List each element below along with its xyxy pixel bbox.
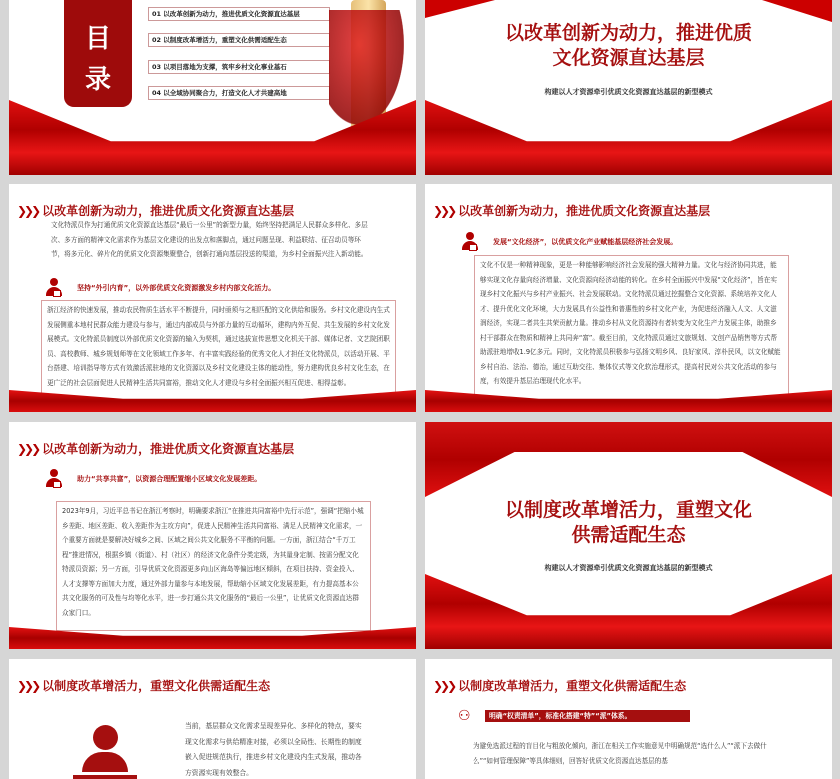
slide-thumbnail-7[interactable]	[9, 659, 416, 779]
section-subtitle: 构建以人才资源牵引优质文化资源直达基层的新型模式	[544, 88, 713, 96]
sub-heading-text: 发展“文化经济”，以优质文化产业赋能基层经济社会发展。	[493, 238, 678, 246]
toc-title-char: 录	[84, 65, 111, 95]
chevrons-icon: ❯❯❯	[17, 441, 39, 456]
slide-heading	[17, 440, 294, 457]
content-box: 2023年9月，习近平总书记在浙江考察时，明确要求浙江“在推进共同富裕中先行示范”，强调“把缩小城乡差距、地区差距、收入差距作为主攻方向”，促进人民精神生活共同富裕、满足人民精神文化需求，一个重要方面就是要解决好城乡之间、区域之间公共文化服务不平衡的问题。一方面，浙江结合“千万工程”推进情况，根据乡镇（街道）、村（社区）的经济文化条件分类定级，为其量身定制、按需分配文化特派员资源；另一方面，引导优质文化资源更多向山区海岛等偏远地区倾斜，在项目扶持、资金投入、人才支撑等方面加大力度，通过外部力量参与本地发展，帮助缩小区域文化发展差距，有力提高基本公共文化服务的可及性与均等化水平，进一步打通公共文化服务的“最后一公里”，让优质文化资源直达群众家门口。	[56, 501, 371, 631]
red-wave-decoration	[425, 100, 832, 175]
chevrons-icon: ❯❯❯	[17, 203, 39, 218]
teacher-icon	[43, 278, 63, 298]
slide-heading	[433, 202, 710, 219]
toc-item[interactable]: 02 以制度改革增活力，重塑文化供需适配生态	[148, 33, 330, 47]
toc-item[interactable]: 03 以项目落地为支撑，筑牢乡村文化事业基石	[148, 60, 330, 74]
section-subtitle: 构建以人才资源牵引优质文化资源直达基层的新型模式	[544, 564, 713, 572]
slide-thumbnail-5[interactable]	[9, 422, 416, 649]
red-wave-decoration	[425, 0, 495, 18]
section-title: 供需适配生态	[571, 524, 686, 546]
slide-heading	[17, 202, 294, 219]
chevrons-icon: ❯❯❯	[433, 203, 455, 218]
sub-heading	[459, 232, 677, 252]
slide-heading-text: 以改革创新为动力，推进优质文化资源直达基层	[42, 204, 295, 218]
slide-thumbnail-8[interactable]	[425, 659, 832, 779]
slide-heading-text: 以制度改革增活力，重塑文化供需适配生态	[42, 679, 271, 693]
section-title: 文化资源直达基层	[552, 47, 705, 69]
content-box: 浙江经济的快速发展，推动农民物质生活水平不断提升，同时亟须与之相匹配的文化供给和服务。乡村文化建设内生式发展侧重本地村民群众能力建设与参与，通过内部成员与外部力量的互动循环，建构内外互促、共生发展的乡村文化发展模式。文化特派员制度以外部优质文化资源的输入为契机，通过选拔宣传思想文化机关干部、媒体记者、文艺院团职员、高校教师、城乡规划师等在文化领域工作多年、有丰富实践经验的优秀文化人才担任文化特派员，以活动开展、平台搭建、培训指导等方式有效激活派驻地的文化资源以及乡村文化建设主体的能动性，努力建构优良乡村文化生态，在更广泛的社会层面促进人民精神生活共同富裕，推动文化人才建设与乡村全面振兴相互促进、相得益彰。	[41, 300, 396, 412]
red-ribbon-image	[329, 10, 404, 125]
slide-heading	[433, 677, 686, 694]
body-paragraph: 为避免选派过程的盲目化与粗放化倾向，浙江在相关工作实施意见中明确规范“选什么人”“派下去做什么”“如何管理保障”等具体细则，回答好优质文化资源直达基层的基	[473, 742, 767, 765]
intro-paragraph: 文化特派员作为打通优质文化资源直达基层“最后一公里”的新型力量，始终坚持把满足人民群众多样化、多层次、多方面的精神文化需求作为基层文化建设的出发点和落脚点，通过问题呈现、利益联结、征召动员等环节，将多元化、碎片化的优质文化资源集聚整合，创新打通向基层投送的渠道，为乡村全面振兴注入新动能。	[51, 221, 368, 258]
sub-heading-text: 坚持“外引内育”，以外部优质文化资源激发乡村内部文化活力。	[77, 284, 276, 292]
section-title: 以改革创新为动力，推进优质	[504, 22, 752, 44]
red-wave-decoration	[425, 574, 832, 649]
slide-heading-text: 以改革创新为动力，推进优质文化资源直达基层	[42, 442, 295, 456]
slide-thumbnail-section-2[interactable]	[425, 422, 832, 649]
sub-heading-text: 助力“共享共富”，以资源合理配置缩小区域文化发展差距。	[77, 475, 262, 483]
sub-heading	[43, 469, 261, 489]
content-box: 文化不仅是一种精神现象，更是一种能够影响经济社会发展的强大精神力量。文化与经济协同共进，能够实现文化存量向经济增量、文化资源向经济动能的转化。在乡村全面振兴中发展“文化经济”，旨在实现乡村文化振兴与乡村产业振兴、社会发展联动。文化特派员通过挖掘整合文化资源、系统培养文化人才、提升优化文化环境，大力发展具有公益性和普惠性的乡村文化产业，为促进经济融入人文、人文滋润经济，实现二者共生共荣贡献力量。推动乡村从文化资源持有者转变为文化生产力发展主体，助推乡村干部群众在物质和精神上共同奔“富”。截至目前，文化特派员通过文旅规划、文创产品销售等方式帮助派驻地增收1.9亿多元。同时，文化特派员积极参与弘扬文明乡风、良好家风、淳朴民风，以文化赋能乡村自治、法治、德治，通过互助交往、集体仪式等文化软治理形式，提高村民对公共文化活动的参与度，有效提升基层治理现代化水平。	[474, 255, 789, 412]
chevrons-icon: ❯❯❯	[17, 678, 39, 693]
slide-thumbnail-4[interactable]	[425, 184, 832, 412]
team-icon: ⚇	[458, 708, 471, 724]
slide-thumbnail-section-1[interactable]	[425, 0, 832, 175]
red-wave-decoration	[425, 422, 832, 497]
teacher-icon	[43, 469, 63, 489]
toc-title-char: 目	[84, 24, 111, 54]
slide-heading-text: 以改革创新为动力，推进优质文化资源直达基层	[458, 204, 711, 218]
slide-thumbnail-3[interactable]	[9, 184, 416, 412]
toc-item[interactable]: 04 以全域协同聚合力，打造文化人才共建高地	[148, 86, 330, 100]
toc-item[interactable]: 01 以改革创新为动力，推进优质文化资源直达基层	[148, 7, 330, 21]
teacher-icon	[459, 232, 479, 252]
sub-heading-banner: 明确“权责清单”，标准化搭建“特”“派”体系。	[485, 710, 690, 722]
body-paragraph: 当前，基层群众文化需求呈现差异化、多样化的特点，要实现文化需求与供给精准对接，必须以全局性、长期性的制度嵌入促进规范执行，推进乡村文化建设内生式发展，推动各方资源实现有效整合。	[185, 722, 362, 777]
slide-heading	[17, 677, 270, 694]
slide-thumbnail-toc[interactable]	[9, 0, 416, 175]
chevrons-icon: ❯❯❯	[433, 678, 455, 693]
slide-heading-text: 以制度改革增活力，重塑文化供需适配生态	[458, 679, 687, 693]
toc-title-banner	[64, 0, 132, 107]
section-title: 以制度改革增活力，重塑文化	[504, 499, 752, 521]
red-wave-decoration	[762, 0, 832, 22]
sub-heading	[43, 278, 275, 298]
